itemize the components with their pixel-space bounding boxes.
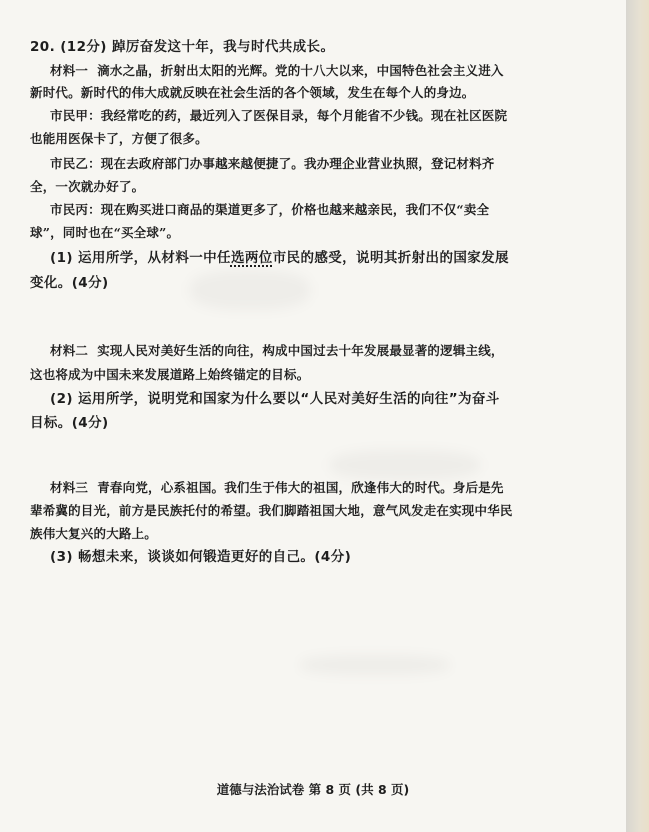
sub-question-3-line-1: (3) 畅想未来，谈谈如何锻造更好的自己。(4分) bbox=[50, 549, 352, 565]
question-heading: 20. (12分) 踔厉奋发这十年，我与时代共成长。 bbox=[30, 39, 335, 55]
citizen-b-line-1: 市民乙：现在去政府部门办事越来越便捷了。我办理企业营业执照，登记材料齐 bbox=[50, 156, 495, 171]
citizen-a-line-1: 市民甲：我经常吃的药，最近列入了医保目录，每个月能省不少钱。现在社区医院 bbox=[50, 108, 508, 123]
bleed-through-mark bbox=[330, 450, 480, 480]
material-3-line-1 bbox=[50, 480, 504, 496]
material-2-label: 材料二 bbox=[50, 343, 89, 358]
material-3-text: 青春向党，心系祖国。我们生于伟大的祖国，欣逢伟大的时代。身后是先 bbox=[97, 480, 504, 495]
material-2-text: 实现人民对美好生活的向往，构成中国过去十年发展最显著的逻辑主线， bbox=[97, 343, 504, 358]
sub-question-2-line-1: (2) 运用所学，说明党和国家为什么要以“人民对美好生活的向往”为奋斗 bbox=[50, 391, 500, 407]
citizen-c-line-2: 球”，同时也在“买全球”。 bbox=[30, 225, 180, 240]
page-edge bbox=[626, 0, 649, 832]
material-3-line-2: 辈希冀的目光，前方是民族托付的希望。我们脚踏祖国大地，意气风发走在实现中华民 bbox=[30, 503, 513, 518]
material-1-line-1 bbox=[50, 63, 504, 79]
sub-question-1-line-2: 变化。(4分) bbox=[30, 275, 109, 291]
material-1-label: 材料一 bbox=[50, 63, 89, 78]
sub-question-1-emphasis: 选两位 bbox=[230, 250, 273, 266]
bleed-through-mark bbox=[300, 655, 450, 675]
material-3-label: 材料三 bbox=[50, 480, 89, 495]
sub-question-1-prefix: (1) 运用所学，从材料一中任 bbox=[50, 250, 231, 266]
material-1-text: 滴水之晶，折射出太阳的光辉。党的十八大以来，中国特色社会主义进入 bbox=[97, 63, 504, 78]
material-2-line-1 bbox=[50, 343, 504, 359]
citizen-c-line-1: 市民丙：现在购买进口商品的渠道更多了，价格也越来越亲民，我们不仅“卖全 bbox=[50, 202, 490, 217]
material-1-line-2: 新时代。新时代的伟大成就反映在社会生活的各个领域，发生在每个人的身边。 bbox=[30, 85, 475, 100]
sub-question-1-line-1 bbox=[50, 250, 509, 266]
sub-question-1-suffix: 市民的感受，说明其折射出的国家发展 bbox=[272, 250, 509, 266]
material-3-line-3: 族伟大复兴的大路上。 bbox=[30, 526, 158, 541]
material-2-line-2: 这也将成为中国未来发展道路上始终锚定的目标。 bbox=[30, 367, 310, 382]
citizen-b-line-2: 全，一次就办好了。 bbox=[30, 179, 145, 194]
sub-question-2-line-2: 目标。(4分) bbox=[30, 415, 109, 431]
page-footer: 道德与法治试卷 第 8 页 (共 8 页) bbox=[216, 782, 410, 797]
citizen-a-line-2: 也能用医保卡了，方便了很多。 bbox=[30, 131, 208, 146]
bleed-through-mark bbox=[190, 270, 310, 310]
